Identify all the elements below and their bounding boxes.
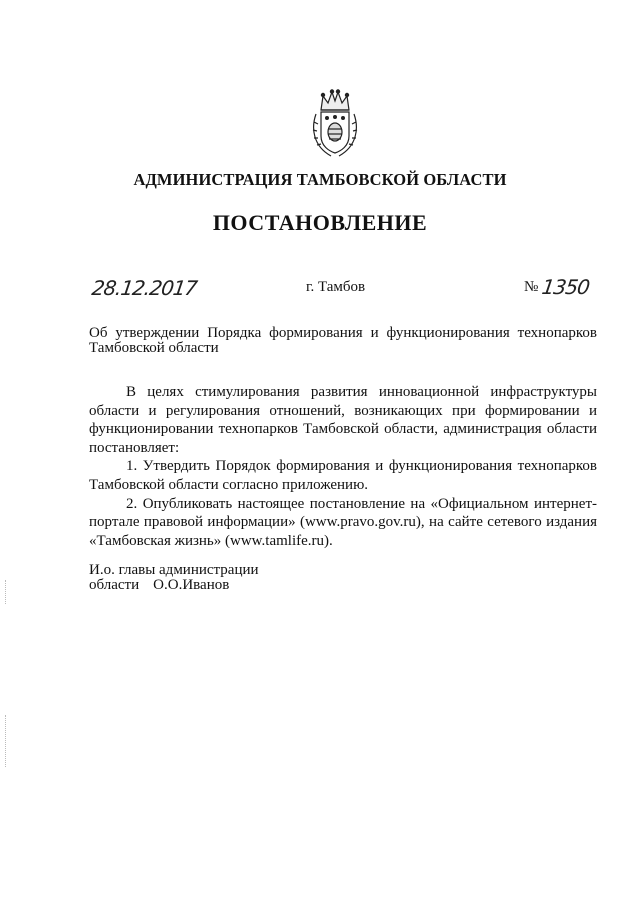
signatory-name: О.О.Иванов	[153, 577, 230, 593]
body-paragraph: 2. Опубликовать настоящее постановление на «Официальном интернет-портале правовой информации» (www.pravo.gov.ru), на сайте сетевого издания «Тамбовская жизнь» (www.tamlife.ru).	[89, 495, 597, 549]
document-city: г. Тамбов	[306, 279, 366, 295]
document-number-label: №	[524, 279, 539, 295]
signature-position-line2	[89, 578, 259, 593]
document-date: 28.12.2017	[90, 276, 199, 300]
signature-block	[89, 563, 259, 593]
body-paragraph: 1. Утвердить Порядок формирования и функционирования технопарков Тамбовской области согласно приложению.	[89, 458, 597, 493]
document-number: 1350	[540, 275, 591, 299]
signature-position-region: области	[89, 577, 140, 593]
scan-margin-mark	[5, 715, 8, 767]
scan-margin-mark	[5, 580, 8, 604]
signature-position-line1: И.о. главы администрации	[89, 562, 259, 578]
document-subject: Об утверждении Порядка формирования и функционирования технопарков Тамбовской области	[89, 325, 597, 356]
document-type-title: ПОСТАНОВЛЕНИЕ	[212, 210, 428, 235]
document-body	[89, 383, 597, 550]
coat-of-arms-icon	[309, 88, 361, 160]
organization-title: АДМИНИСТРАЦИЯ ТАМБОВСКОЙ ОБЛАСТИ	[133, 170, 507, 189]
body-paragraph: В целях стимулирования развития инновационной инфраструктуры области и регулирования отношений, возникающих при формировании и функционировании технопарков Тамбовской области, администрация области постановляет:	[89, 384, 597, 456]
